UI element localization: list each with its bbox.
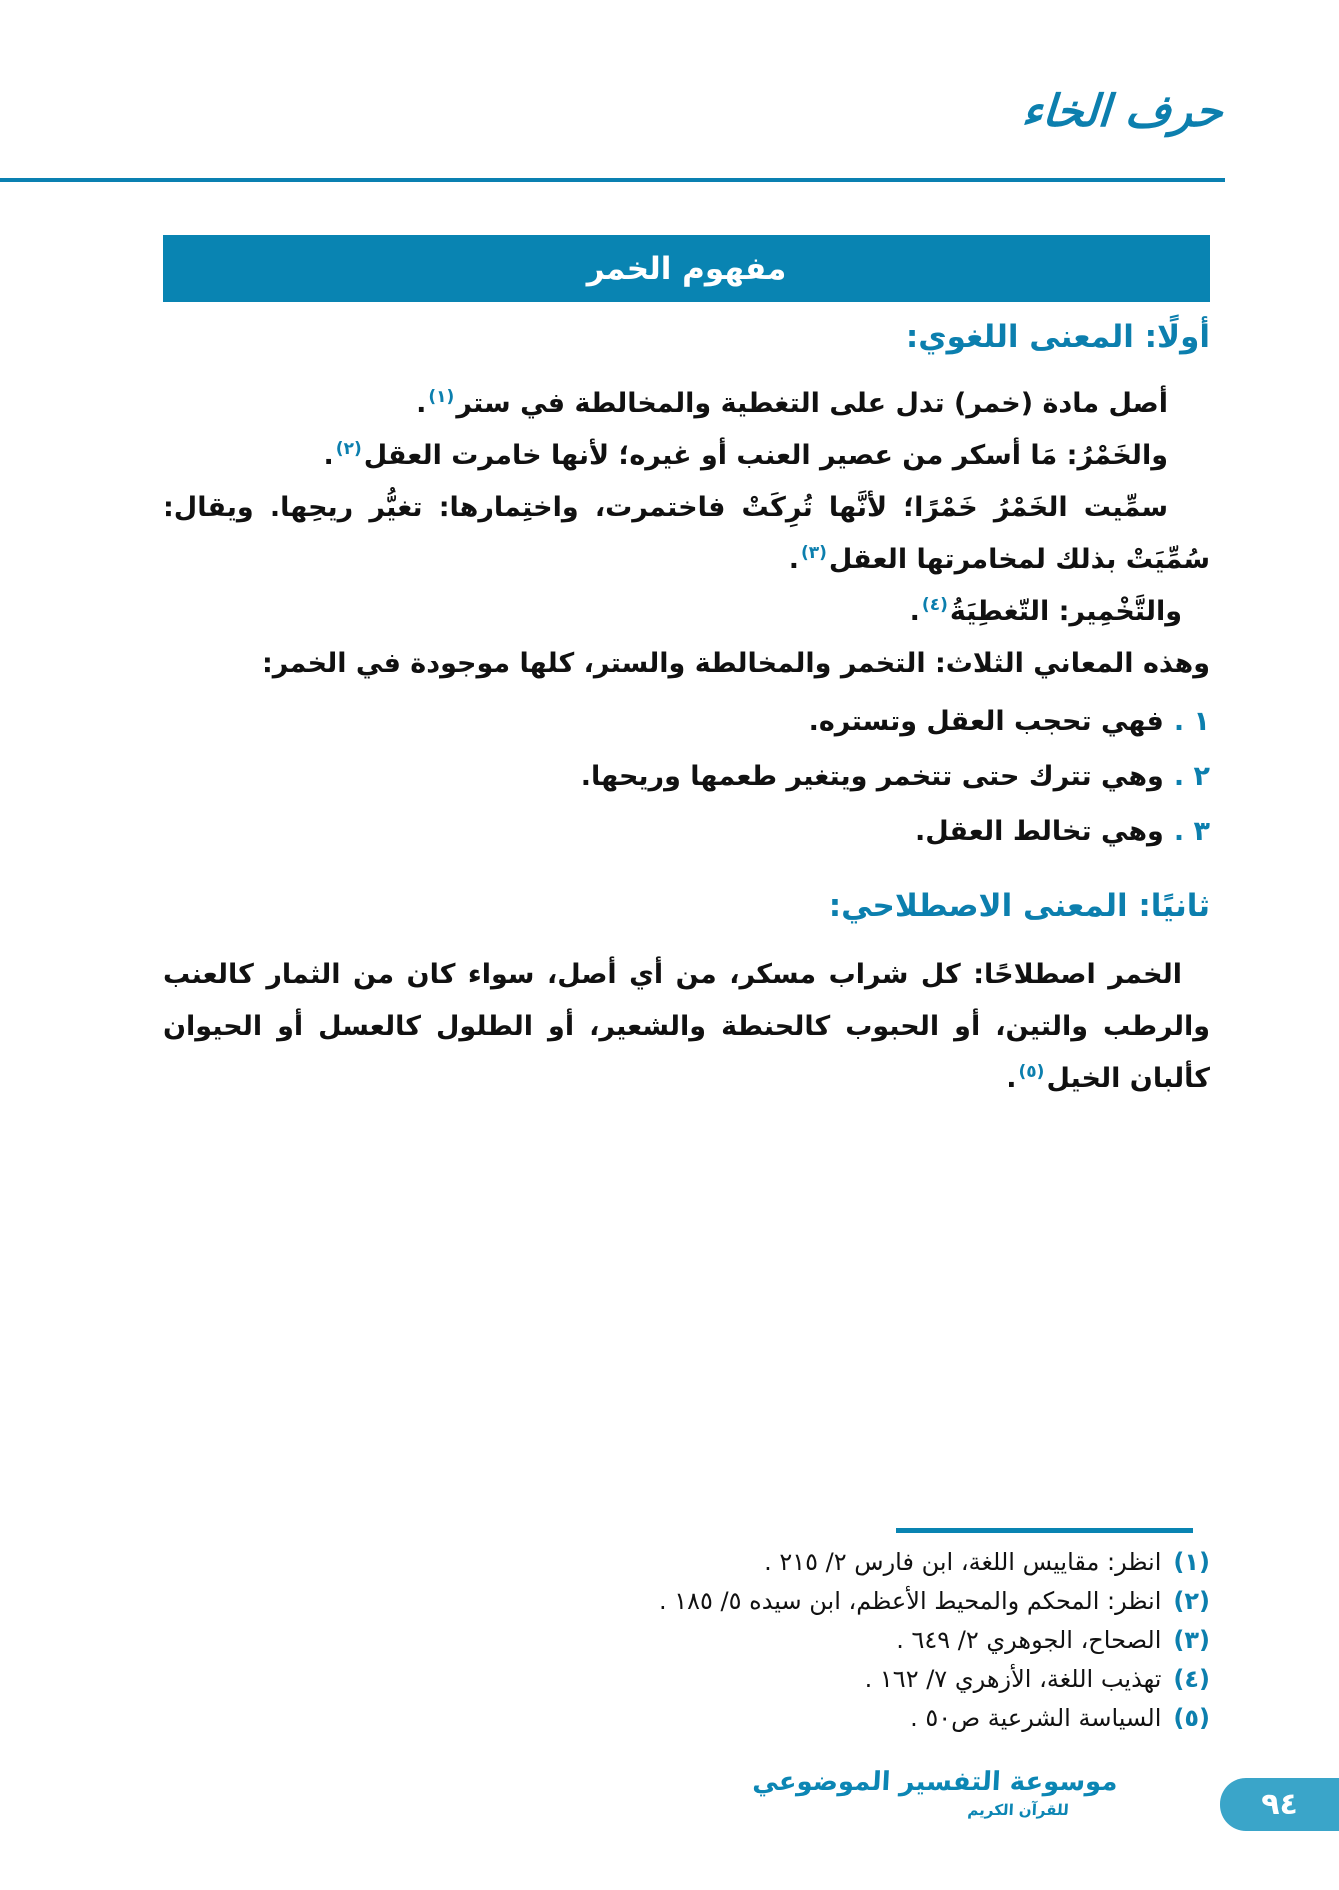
list-item-text: وهي تترك حتى تتخمر ويتغير طعمها وريحها. [580, 761, 1164, 792]
footnote [490, 1660, 1210, 1699]
footnote-ref-1: (١) [428, 387, 455, 407]
paragraph-text: والخَمْرُ: مَا أسكر من عصير العنب أو غيره؛ لأنها خامرت العقل [363, 440, 1168, 471]
list-item-text: فهي تحجب العقل وتستره. [808, 706, 1164, 737]
meanings-list [163, 694, 1210, 859]
footnote-text: انظر: المحكم والمحيط الأعظم، ابن سيده ٥/ ١٨٥ . [658, 1587, 1162, 1615]
paragraph-end: . [416, 388, 427, 419]
page-number: ٩٤ [1261, 1787, 1298, 1822]
paragraph-text: والتَّخْمِير: التّغطِيَةُ [949, 596, 1182, 627]
paragraph-text: أصل مادة (خمر) تدل على التغطية والمخالطة في ستر [456, 388, 1168, 419]
footnotes-section [490, 1528, 1210, 1738]
paragraph-end: . [909, 596, 920, 627]
heading-linguistic-meaning: أولًا: المعنى اللغوي: [905, 319, 1210, 355]
publisher-logo-title: موسوعة التفسير الموضوعي [751, 1767, 1119, 1797]
footnote-number: (٥) [1173, 1704, 1210, 1732]
footnote-number: (١) [1173, 1548, 1210, 1576]
footnote-ref-5: (٥) [1018, 1062, 1045, 1082]
main-content [163, 312, 1210, 1105]
footnote-text: تهذيب اللغة، الأزهري ٧/ ١٦٢ . [864, 1665, 1162, 1693]
paragraph [163, 949, 1210, 1105]
publisher-logo-subtitle: للقرآن الكريم [967, 1800, 1070, 1819]
list-item-number: ٣ . [1173, 816, 1210, 847]
paragraph-end: . [788, 544, 799, 575]
paragraph-end: . [1006, 1063, 1017, 1094]
footnote-text: انظر: مقاييس اللغة، ابن فارس ٢/ ٢١٥ . [764, 1548, 1162, 1576]
paragraph [163, 482, 1210, 586]
footnote-number: (٤) [1173, 1665, 1210, 1693]
heading-terminological-meaning: ثانيًا: المعنى الاصطلاحي: [828, 888, 1210, 924]
header-rule [0, 178, 1225, 182]
footnote [490, 1582, 1210, 1621]
page-title: مفهوم الخمر [586, 250, 787, 287]
page-number-badge [1220, 1778, 1339, 1831]
publisher-logo [751, 1767, 1119, 1819]
paragraph [163, 378, 1210, 430]
list-item-number: ١ . [1173, 706, 1210, 737]
footnote-ref-2: (٢) [335, 439, 362, 459]
footnote-ref-4: (٤) [921, 595, 948, 615]
footnote-number: (٢) [1173, 1587, 1210, 1615]
footnote [490, 1699, 1210, 1738]
paragraph-text: وهذه المعاني الثلاث: التخمر والمخالطة والستر، كلها موجودة في الخمر: [261, 648, 1210, 679]
footnote-separator-rule [896, 1528, 1193, 1533]
paragraph-text: الخمر اصطلاحًا: كل شراب مسكر، من أي أصل، سواء كان من الثمار كالعنب والرطب والتين، أو الحبوب كالحنطة والشعير، أو الطلول كالعسل أو الحيوان كألبان الخيل [163, 959, 1210, 1094]
paragraph [163, 586, 1210, 638]
list-item-text: وهي تخالط العقل. [915, 816, 1164, 847]
title-banner [163, 235, 1210, 302]
footnote-text: الصحاح، الجوهري ٢/ ٦٤٩ . [896, 1626, 1162, 1654]
footnote-number: (٣) [1173, 1626, 1210, 1654]
paragraph-end: . [323, 440, 334, 471]
footnote [490, 1621, 1210, 1660]
footnote-text: السياسة الشرعية ص٥٠ . [910, 1704, 1162, 1732]
footnote-ref-3: (٣) [800, 543, 827, 563]
list-item-number: ٢ . [1173, 761, 1210, 792]
list-item [163, 749, 1210, 804]
footnote [490, 1543, 1210, 1582]
paragraph [163, 638, 1210, 690]
paragraph-text: سمِّيت الخَمْرُ خَمْرًا؛ لأنَّها تُرِكَتْ فاختمرت، واختِمارها: تغيُّر ريحِها. ويقال: سُمِّيَتْ بذلك لمخامرتها العقل [163, 492, 1210, 575]
paragraph [163, 430, 1210, 482]
list-item [163, 804, 1210, 859]
list-item [163, 694, 1210, 749]
chapter-letter-calligraphy: حرف الخاء [1020, 86, 1225, 137]
